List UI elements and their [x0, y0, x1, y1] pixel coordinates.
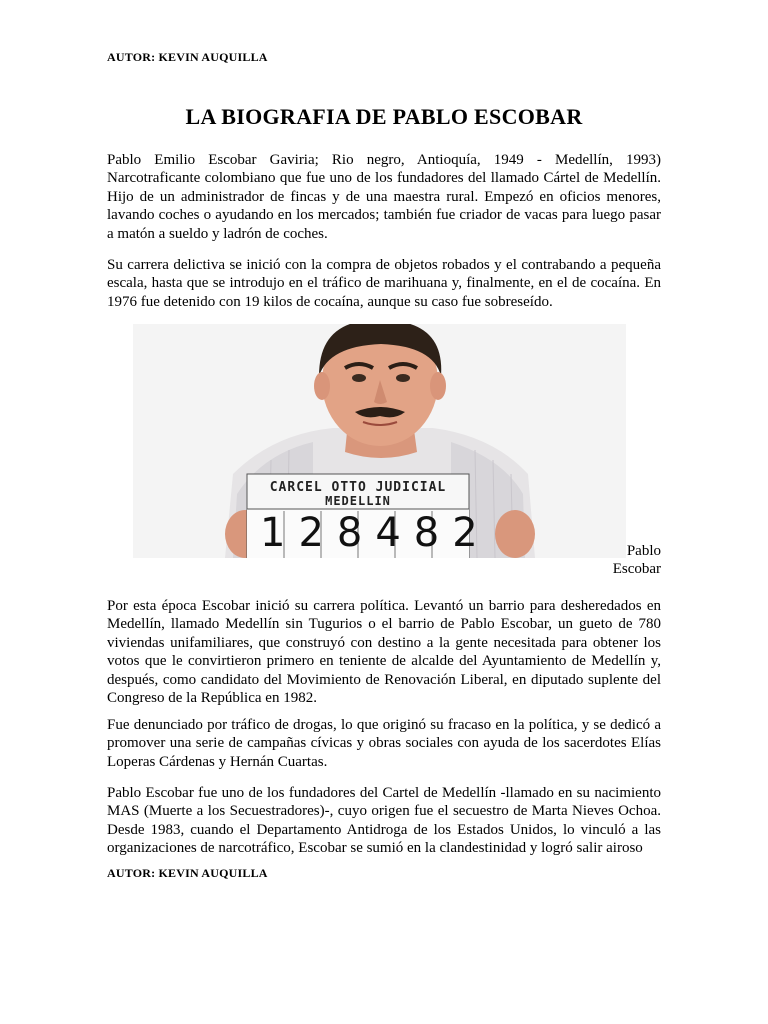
paragraph-2: Su carrera delictiva se inició con la compra de objetos robados y el contrabando a pequeña escala, hasta que se introdujo en el tráfico de marihuana y, finalmente, en el de cocaína. En 1976 fue detenido con 19 kilos de cocaína, aunque su caso fue sobreseído. — [107, 257, 661, 310]
paragraph-1: Pablo Emilio Escobar Gaviria; Rio negro, Antioquía, 1949 - Medellín, 1993) Narcotraficante colombiano que fue uno de los fundadores del llamado Cártel de Medellín. Hijo de un administrador de fincas y de una maestra rural. Empezó en oficios menores, lavando coches o ayudando en los mercados; también fue criador de vacas para luego pasar a matón a sueldo y ladrón de coches. — [107, 152, 661, 242]
footer-author: AUTOR: KEVIN AUQUILLA — [107, 866, 268, 880]
header-author: AUTOR: KEVIN AUQUILLA — [107, 50, 268, 64]
photo-caption: Pablo Escobar — [612, 543, 661, 578]
mugshot-photo — [133, 324, 626, 558]
paragraph-3: Por esta época Escobar inició su carrera política. Levantó un barrio para desheredados en Medellín, llamado Medellín sin Tugurios o el barrio de Pablo Escobar, un gueto de 780 viviendas unifamiliares, que construyó con destino a la gente necesitada para obtener los votos que le convirtieron primero en teniente de alcalde del Ayuntamiento de Medellín y, después, como candidato del Movimiento de Renovación Liberal, en diputado suplente del Congreso de la República en 1982. — [107, 598, 661, 707]
mugshot-sign-line1: CARCEL OTTO JUDICIAL — [269, 480, 447, 495]
paragraph-4: Fue denunciado por tráfico de drogas, lo que originó su fracaso en la política, y se dedicó a promover una serie de campañas cívicas y obras sociales con ayuda de los sacerdotes Elías Loperas Cárdenas y Hernán Cuartas. — [107, 717, 661, 770]
paragraph-5: Pablo Escobar fue uno de los fundadores del Cartel de Medellín -llamado en su nacimiento MAS (Muerte a los Secuestradores)-, cuyo origen fue el secuestro de Marta Nieves Ochoa. Desde 1983, cuando el Departamento Antidroga de los Estados Unidos, lo vinculó a las organizaciones de narcotráfico, Escobar se sumió en la clandestinidad y logró salir airoso — [107, 785, 661, 857]
mugshot-sign-number: 128482 — [260, 510, 491, 556]
document-title: LA BIOGRAFIA DE PABLO ESCOBAR — [185, 104, 583, 129]
mugshot-sign-line2: MEDELLIN — [325, 494, 391, 508]
